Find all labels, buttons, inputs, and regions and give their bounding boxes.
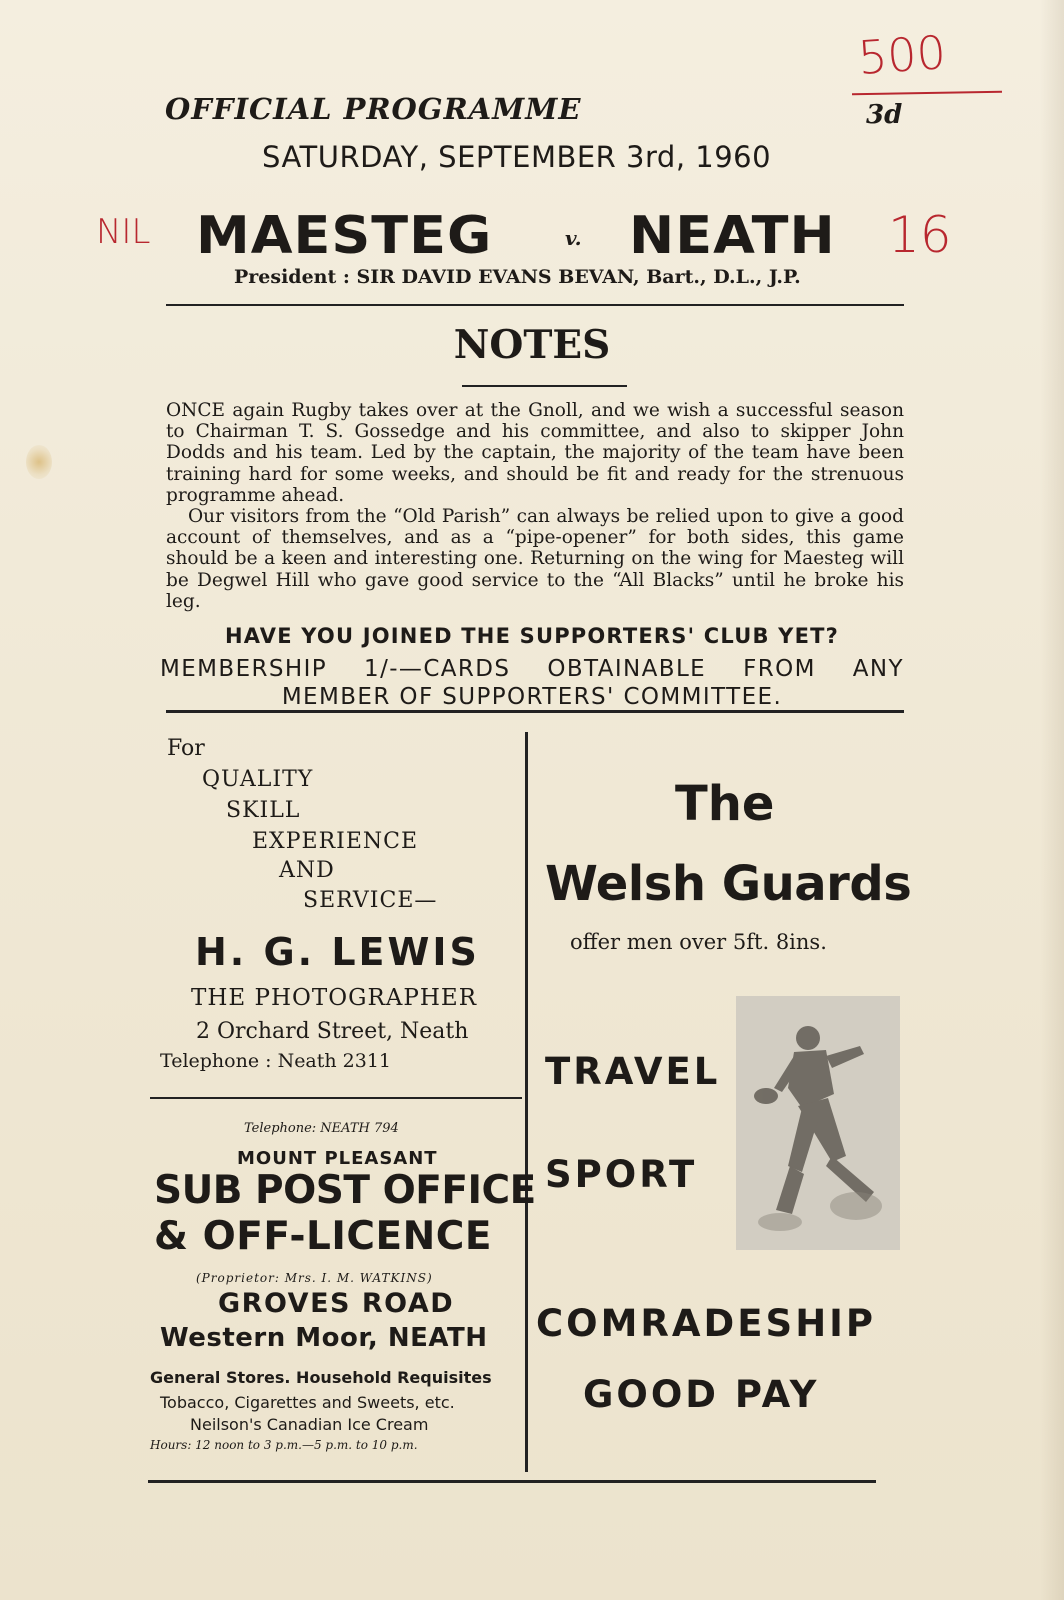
- programme-price: 3d: [866, 100, 903, 130]
- post-office-stores: General Stores. Household Requisites: [150, 1368, 492, 1387]
- adverts-column-divider: [525, 732, 528, 1472]
- lewis-telephone: Telephone : Neath 2311: [160, 1050, 392, 1072]
- away-team: NEATH: [629, 205, 836, 266]
- welsh-guards-travel: TRAVEL: [545, 1050, 721, 1093]
- lewis-word: SKILL: [226, 798, 301, 823]
- post-office-hours: Hours: 12 noon to 3 p.m.—5 p.m. to 10 p.m.: [150, 1438, 418, 1452]
- programme-title: OFFICIAL PROGRAMME: [165, 92, 582, 126]
- welsh-guards-sport: SPORT: [545, 1153, 698, 1196]
- welsh-guards-offer: offer men over 5ft. 8ins.: [570, 930, 827, 954]
- lewis-word: AND: [279, 858, 335, 883]
- handwritten-away-score: 16: [888, 206, 952, 264]
- welsh-guards-pay: GOOD PAY: [583, 1373, 820, 1416]
- rugby-player-photo: [736, 996, 900, 1250]
- adverts-top-divider: [166, 710, 904, 713]
- welsh-guards-name: Welsh Guards: [545, 856, 912, 912]
- club-president: President : SIR DAVID EVANS BEVAN, Bart., D.L., J.P.: [234, 266, 801, 288]
- handwritten-number: 500: [856, 25, 948, 85]
- lewis-word: SERVICE—: [303, 888, 438, 913]
- off-licence-headline: & OFF-LICENCE: [154, 1214, 493, 1259]
- lewis-address: 2 Orchard Street, Neath: [196, 1019, 469, 1044]
- lewis-word: EXPERIENCE: [252, 829, 419, 854]
- post-office-telephone: Telephone: NEATH 794: [244, 1121, 399, 1136]
- lewis-trade: THE PHOTOGRAPHER: [191, 985, 478, 1011]
- handwritten-underline: [852, 91, 1002, 96]
- membership-line: MEMBERSHIP 1/-—CARDS OBTAINABLE FROM ANY: [160, 656, 904, 682]
- header-divider: [166, 304, 904, 306]
- post-office-headline: SUB POST OFFICE: [154, 1168, 536, 1213]
- notes-heading: NOTES: [453, 322, 611, 368]
- paper-stain: [26, 445, 52, 479]
- versus-label: v.: [565, 226, 582, 250]
- notes-paragraph: ONCE again Rugby takes over at the Gnoll, and we wish a successful season to Chairman T. S. Gossedge and his committee, and also to skipper John Dodds and his team. Led by the captain, the majority of the team have been training hard for some weeks, and should be fit and ready for the strenuous programme ahead.: [166, 400, 904, 506]
- notes-body: [166, 400, 904, 612]
- lewis-name: H. G. LEWIS: [195, 930, 480, 974]
- membership-line: MEMBER OF SUPPORTERS' COMMITTEE.: [281, 684, 783, 710]
- welsh-guards-comradeship: COMRADESHIP: [536, 1302, 877, 1345]
- match-date: SATURDAY, SEPTEMBER 3rd, 1960: [262, 140, 772, 174]
- lewis-for: For: [167, 736, 205, 761]
- rugby-player-illustration: [736, 996, 900, 1250]
- supporters-club-question: HAVE YOU JOINED THE SUPPORTERS' CLUB YET?: [224, 624, 840, 648]
- post-office-ice-cream: Neilson's Canadian Ice Cream: [190, 1415, 429, 1434]
- page-edge-shadow: [1040, 0, 1064, 1600]
- post-office-place: MOUNT PLEASANT: [237, 1148, 438, 1169]
- adverts-left-divider: [150, 1097, 522, 1099]
- notes-underline: [462, 385, 627, 387]
- notes-paragraph: Our visitors from the “Old Parish” can always be relied upon to give a good account of themselves, and as a “pipe-opener” for both sides, this game should be a keen and interesting one. Returning on the wing for Maesteg will be Degwel Hill who gave good service to the “All Blacks” until he broke his leg.: [166, 506, 904, 612]
- lewis-word: QUALITY: [202, 767, 314, 792]
- home-team: MAESTEG: [196, 205, 493, 266]
- post-office-road: GROVES ROAD: [218, 1288, 455, 1319]
- welsh-guards-the: The: [675, 776, 775, 832]
- handwritten-home-score: NIL: [96, 212, 151, 252]
- post-office-proprietor: (Proprietor: Mrs. I. M. WATKINS): [196, 1271, 433, 1285]
- adverts-bottom-divider: [148, 1480, 876, 1483]
- post-office-area: Western Moor, NEATH: [160, 1323, 488, 1353]
- post-office-tobacco: Tobacco, Cigarettes and Sweets, etc.: [160, 1393, 455, 1412]
